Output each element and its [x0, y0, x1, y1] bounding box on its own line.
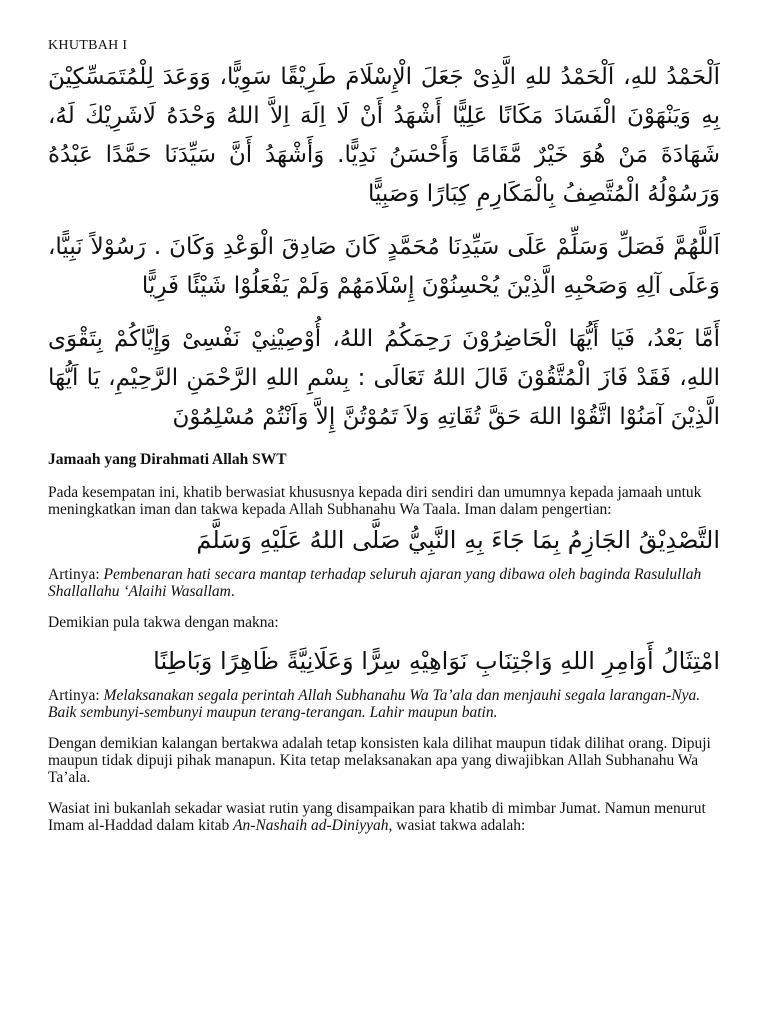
- book-title: An-Nashaih ad-Diniyyah: [233, 817, 389, 834]
- artinya-label: Artinya:: [48, 687, 104, 704]
- wasiat-text-after: , wasiat takwa adalah:: [388, 817, 526, 834]
- arabic-takwa-definition: امْتِثَالُ أَوَامِرِ اللهِ وَاجْتِنَابِ نَوَاهِيْهِ سِرًّا وَعَلَانِيَّةً ظَاهِرًا وَبَاطِنًا: [153, 647, 720, 675]
- artinya-takwa-text: Melaksanakan segala perintah Allah Subhanahu Wa Ta’ala dan menjauhi segala larangan-Nya. Baik sembunyi-sembunyi maupun terang-terangan. Lahir maupun batin.: [48, 687, 701, 721]
- artinya-takwa: [48, 687, 720, 721]
- khutbah-heading: KHUTBAH I: [48, 38, 128, 53]
- arabic-hamdalah-paragraph: اَلْحَمْدُ للهِ، اَلْحَمْدُ للهِ الَّذِىْ جَعَلَ الْإِسْلَامَ طَرِيْقًا سَوِيًّا، وَوَعَدَ لِلْمُتَمَسِّكِيْنَ بِهِ وَيَنْهَوْنَ الْفَسَادَ مَكَانًا عَلِيًّا أَشْهَدُ أَنْ لَا اِلَهَ اِلاَّ اللهُ وَحْدَهُ لَاشَرِيْكَ لَهُ، شَهَادَةَ مَنْ هُوَ خَيْرٌ مَّقَامًا وَأَحْسَنُ نَدِيًّا. وَأَشْهَدُ أَنَّ سَيِّدَنَا حَمَّدًا عَبْدُهُ وَرَسُوْلُهُ الْمُتَّصِفُ بِالْمَكَارِمِ كِبَارًا وَصَبِيًّا: [48, 64, 720, 207]
- artinya-iman-text: Pembenaran hati secara mantap terhadap seluruh ajaran yang dibawa oleh baginda Rasulullah Shallallahu ‘Alaihi Wasallam: [48, 566, 702, 600]
- konsisten-paragraph: Dengan demikian kalangan bertakwa adalah tetap konsisten kala dilihat maupun tidak dilihat orang. Dipuji maupun tidak dipuji pihak manapun. Kita tetap melaksanakan apa yang diwajibkan Allah Subhanahu Wa Ta’ala.: [48, 735, 711, 786]
- wasiat-paragraph: [48, 800, 720, 834]
- arabic-shalawat-paragraph: اَللَّهُمَّ فَصَلِّ وَسَلِّمْ عَلَى سَيِّدِنَا مُحَمَّدٍ كَانَ صَادِقَ الْوَعْدِ وَكَانَ . رَسُوْلاً نَبِيًّا، وَعَلَى آلِهِ وَصَحْبِهِ الَّذِيْنَ يُحْسِنُوْنَ إِسْلَامَهُمْ وَلَمْ يَفْعَلُوْا شَيْئًا فَرِيًّا: [48, 234, 720, 299]
- arabic-iman-definition: التَّصْدِيْقُ الجَازِمُ بِمَا جَاءَ بِهِ النَّبِيُّ صَلَّى اللهُ عَلَيْهِ وَسَلَّمَ: [196, 526, 720, 554]
- wasiat-text-before: Wasiat ini bukanlah sekadar wasiat rutin yang disampaikan para khatib di mimbar Jumat. Namun menurut Imam al-Haddad dalam kitab: [48, 800, 706, 834]
- artinya-iman: [48, 566, 720, 600]
- takwa-intro: Demikian pula takwa dengan makna:: [48, 614, 279, 631]
- section-title: Jamaah yang Dirahmati Allah SWT: [48, 451, 287, 468]
- arabic-amma-badu-paragraph: أَمَّا بَعْدُ، فَيَا أَيُّهَا الْحَاضِرُوْنَ رَحِمَكُمُ اللهُ، أُوْصِيْنِيْ نَفْسِىْ وَإِيَّاكُمْ بِتَقْوَى اللهِ، فَقَدْ فَازَ الْمُتَّقُوْنَ قَالَ اللهُ تَعَالَى : بِسْمِ اللهِ الرَّحْمَنِ الرَّحِيْمِ، يَا اَيُّهَا الَّذِيْنَ آمَنُوْا اتَّقُوْا اللهَ حَقَّ تُقَاتِهِ وَلاَ تَمُوْتُنَّ إِلاَّ وَاَنْتُمْ مُسْلِمُوْنَ: [48, 326, 720, 430]
- intro-paragraph: Pada kesempatan ini, khatib berwasiat khususnya kepada diri sendiri dan umumnya kepada jamaah untuk meningkatkan iman dan takwa kepada Allah Subhanahu Wa Taala. Iman dalam pengertian:: [48, 484, 702, 518]
- artinya-end: .: [230, 583, 235, 600]
- artinya-label: Artinya:: [48, 566, 104, 583]
